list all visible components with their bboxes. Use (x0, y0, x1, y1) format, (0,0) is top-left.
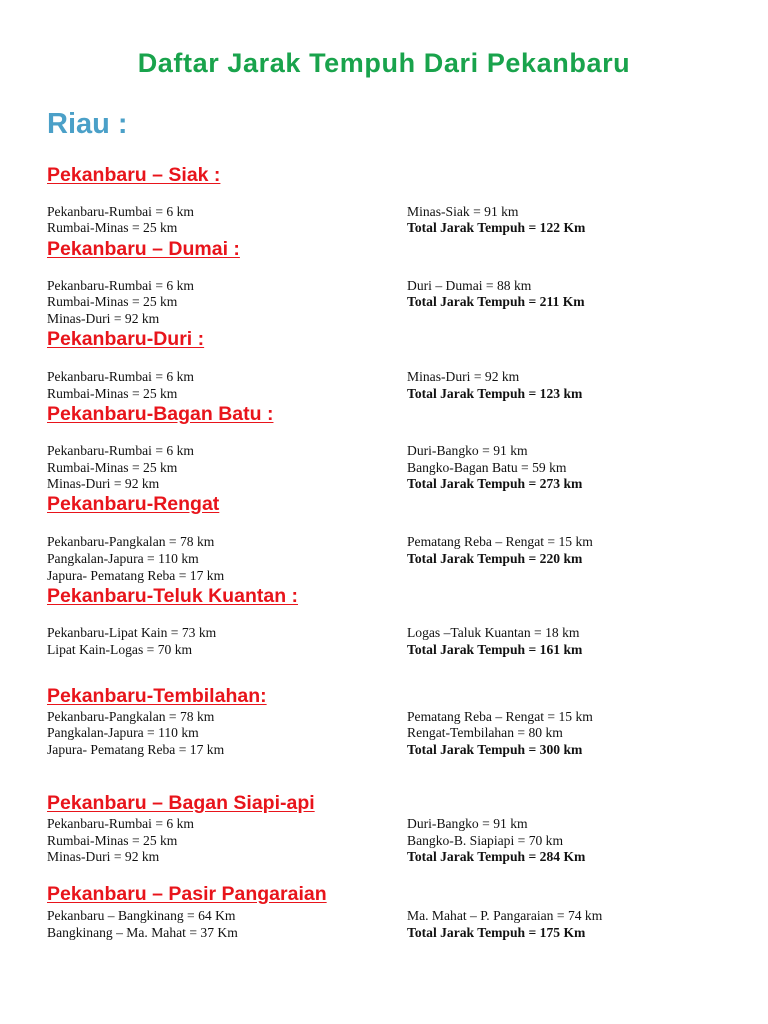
page-title: Daftar Jarak Tempuh Dari Pekanbaru (137, 48, 631, 78)
distance-line: Rumbai-Minas = 25 km (47, 460, 178, 475)
distance-line: Pekanbaru-Rumbai = 6 km (47, 369, 194, 384)
section-heading-pasir-pangaraian: Pekanbaru – Pasir Pangaraian (47, 883, 327, 905)
section-heading-siak: Pekanbaru – Siak : (47, 164, 221, 186)
section-heading-rengat: Pekanbaru-Rengat (47, 493, 220, 515)
total-distance: Total Jarak Tempuh = 273 km (407, 476, 583, 491)
section-heading-bagan-siapi-api: Pekanbaru – Bagan Siapi-api (47, 792, 315, 814)
distance-line: Minas-Siak = 91 km (407, 204, 519, 219)
distance-line: Minas-Duri = 92 km (47, 311, 160, 326)
total-distance: Total Jarak Tempuh = 161 km (407, 642, 583, 657)
distance-line: Pematang Reba – Rengat = 15 km (407, 709, 593, 724)
distance-line: Bangko-Bagan Batu = 59 km (407, 460, 567, 475)
total-distance: Total Jarak Tempuh = 211 Km (407, 294, 585, 309)
distance-line: Bangkinang – Ma. Mahat = 37 Km (47, 925, 238, 940)
distance-line: Pekanbaru-Rumbai = 6 km (47, 816, 194, 831)
distance-line: Rumbai-Minas = 25 km (47, 833, 178, 848)
distance-line: Pematang Reba – Rengat = 15 km (407, 534, 593, 549)
total-distance: Total Jarak Tempuh = 220 km (407, 551, 583, 566)
distance-line: Rumbai-Minas = 25 km (47, 294, 178, 309)
distance-line: Minas-Duri = 92 km (47, 476, 160, 491)
section-heading-bagan-batu: Pekanbaru-Bagan Batu : (47, 403, 274, 425)
distance-line: Rumbai-Minas = 25 km (47, 386, 178, 401)
distance-line: Rumbai-Minas = 25 km (47, 220, 178, 235)
total-distance: Total Jarak Tempuh = 122 Km (407, 220, 586, 235)
distance-line: Rengat-Tembilahan = 80 km (407, 725, 563, 740)
distance-line: Minas-Duri = 92 km (47, 849, 160, 864)
section-heading-duri: Pekanbaru-Duri : (47, 328, 205, 350)
total-distance: Total Jarak Tempuh = 175 Km (407, 925, 586, 940)
distance-line: Pangkalan-Japura = 110 km (47, 725, 199, 740)
section-heading-tembilahan: Pekanbaru-Tembilahan: (47, 685, 267, 707)
distance-line: Lipat Kain-Logas = 70 km (47, 642, 193, 657)
section-heading-teluk-kuantan: Pekanbaru-Teluk Kuantan : (47, 585, 299, 607)
distance-line: Pekanbaru-Pangkalan = 78 km (47, 709, 215, 724)
distance-line: Pekanbaru-Rumbai = 6 km (47, 204, 194, 219)
distance-line: Duri-Bangko = 91 km (407, 816, 528, 831)
total-distance: Total Jarak Tempuh = 284 Km (407, 849, 586, 864)
distance-line: Ma. Mahat – P. Pangaraian = 74 km (407, 908, 603, 923)
distance-line: Pangkalan-Japura = 110 km (47, 551, 199, 566)
distance-line: Pekanbaru-Lipat Kain = 73 km (47, 625, 217, 640)
distance-line: Minas-Duri = 92 km (407, 369, 520, 384)
distance-line: Japura- Pematang Reba = 17 km (47, 742, 225, 757)
region-heading: Riau : (47, 108, 128, 140)
distance-line: Pekanbaru-Pangkalan = 78 km (47, 534, 215, 549)
distance-line: Logas –Taluk Kuantan = 18 km (407, 625, 580, 640)
distance-line: Bangko-B. Siapiapi = 70 km (407, 833, 564, 848)
total-distance: Total Jarak Tempuh = 123 km (407, 386, 583, 401)
distance-line: Pekanbaru-Rumbai = 6 km (47, 278, 194, 293)
total-distance: Total Jarak Tempuh = 300 km (407, 742, 583, 757)
distance-line: Pekanbaru – Bangkinang = 64 Km (47, 908, 236, 923)
section-heading-dumai: Pekanbaru – Dumai : (47, 238, 240, 260)
distance-line: Duri-Bangko = 91 km (407, 443, 528, 458)
distance-line: Duri – Dumai = 88 km (407, 278, 532, 293)
distance-line: Pekanbaru-Rumbai = 6 km (47, 443, 194, 458)
distance-line: Japura- Pematang Reba = 17 km (47, 568, 225, 583)
